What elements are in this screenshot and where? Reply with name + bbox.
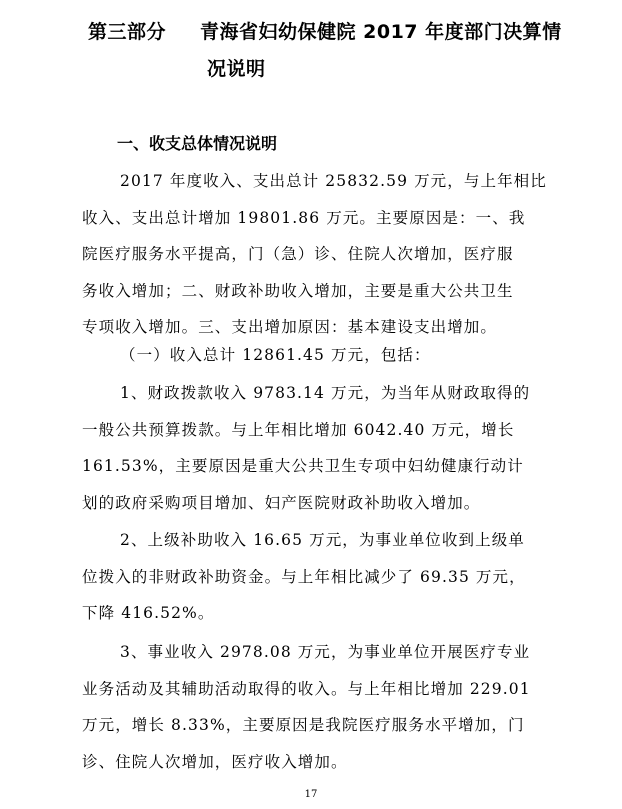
paragraph-line: 专项收入增加。三、支出增加原因：基本建设支出增加。 <box>82 318 498 336</box>
paragraph-line: 位拨入的非财政补助资金。与上年相比减少了 69.35 万元， <box>82 567 526 586</box>
paragraph-income-total <box>82 337 552 374</box>
title-text: 青海省妇幼保健院 2017 年度部门决算情 <box>200 21 562 43</box>
title-part-label: 第三部分 <box>88 21 167 43</box>
paragraph-line: 1、财政拨款收入 9783.14 万元，为当年从财政取得的 <box>120 384 531 402</box>
paragraph-business-income <box>82 634 552 780</box>
paragraph-line: 2017 年度收入、支出总计 25832.59 万元，与上年相比 <box>120 172 547 190</box>
paragraph-line: 院医疗服务水平提高，门（急）诊、住院人次增加，医疗服 <box>82 245 514 263</box>
paragraph-line: 万元，增长 8.33%，主要原因是我院医疗服务水平增加，门 <box>82 716 525 734</box>
paragraph-line: 划的政府采购项目增加、妇产医院财政补助收入增加。 <box>82 493 481 512</box>
paragraph-line: 收入、支出总计增加 19801.86 万元。主要原因是：一、我 <box>82 208 526 227</box>
paragraph-line: 3、事业收入 2978.08 万元，为事业单位开展医疗专业 <box>120 643 531 661</box>
page-title-continuation: 况说明 <box>207 58 266 80</box>
paragraph-line: 2、上级补助收入 16.65 万元，为事业单位收到上级单 <box>120 531 525 549</box>
paragraph-overview <box>82 163 552 346</box>
section-heading: 一、收支总体情况说明 <box>117 134 278 153</box>
paragraph-line: 一般公共预算拨款。与上年相比增加 6042.40 万元，增长 <box>82 420 515 439</box>
paragraph-line: （一）收入总计 12861.45 万元，包括： <box>120 346 431 364</box>
paragraph-line: 务收入增加；二、财政补助收入增加，主要是重大公共卫生 <box>82 281 514 300</box>
page-number: 17 <box>304 789 318 800</box>
page-title <box>88 17 562 44</box>
paragraph-line: 161.53%，主要原因是重大公共卫生专项中妇幼健康行动计 <box>82 457 524 475</box>
paragraph-line: 业务活动及其辅助活动取得的收入。与上年相比增加 229.01 <box>82 679 531 698</box>
paragraph-superior-subsidy <box>82 522 552 632</box>
paragraph-line: 下降 416.52%。 <box>82 604 215 622</box>
paragraph-line: 诊、住院人次增加，医疗收入增加。 <box>82 752 348 771</box>
paragraph-fiscal-appropriation <box>82 375 552 521</box>
